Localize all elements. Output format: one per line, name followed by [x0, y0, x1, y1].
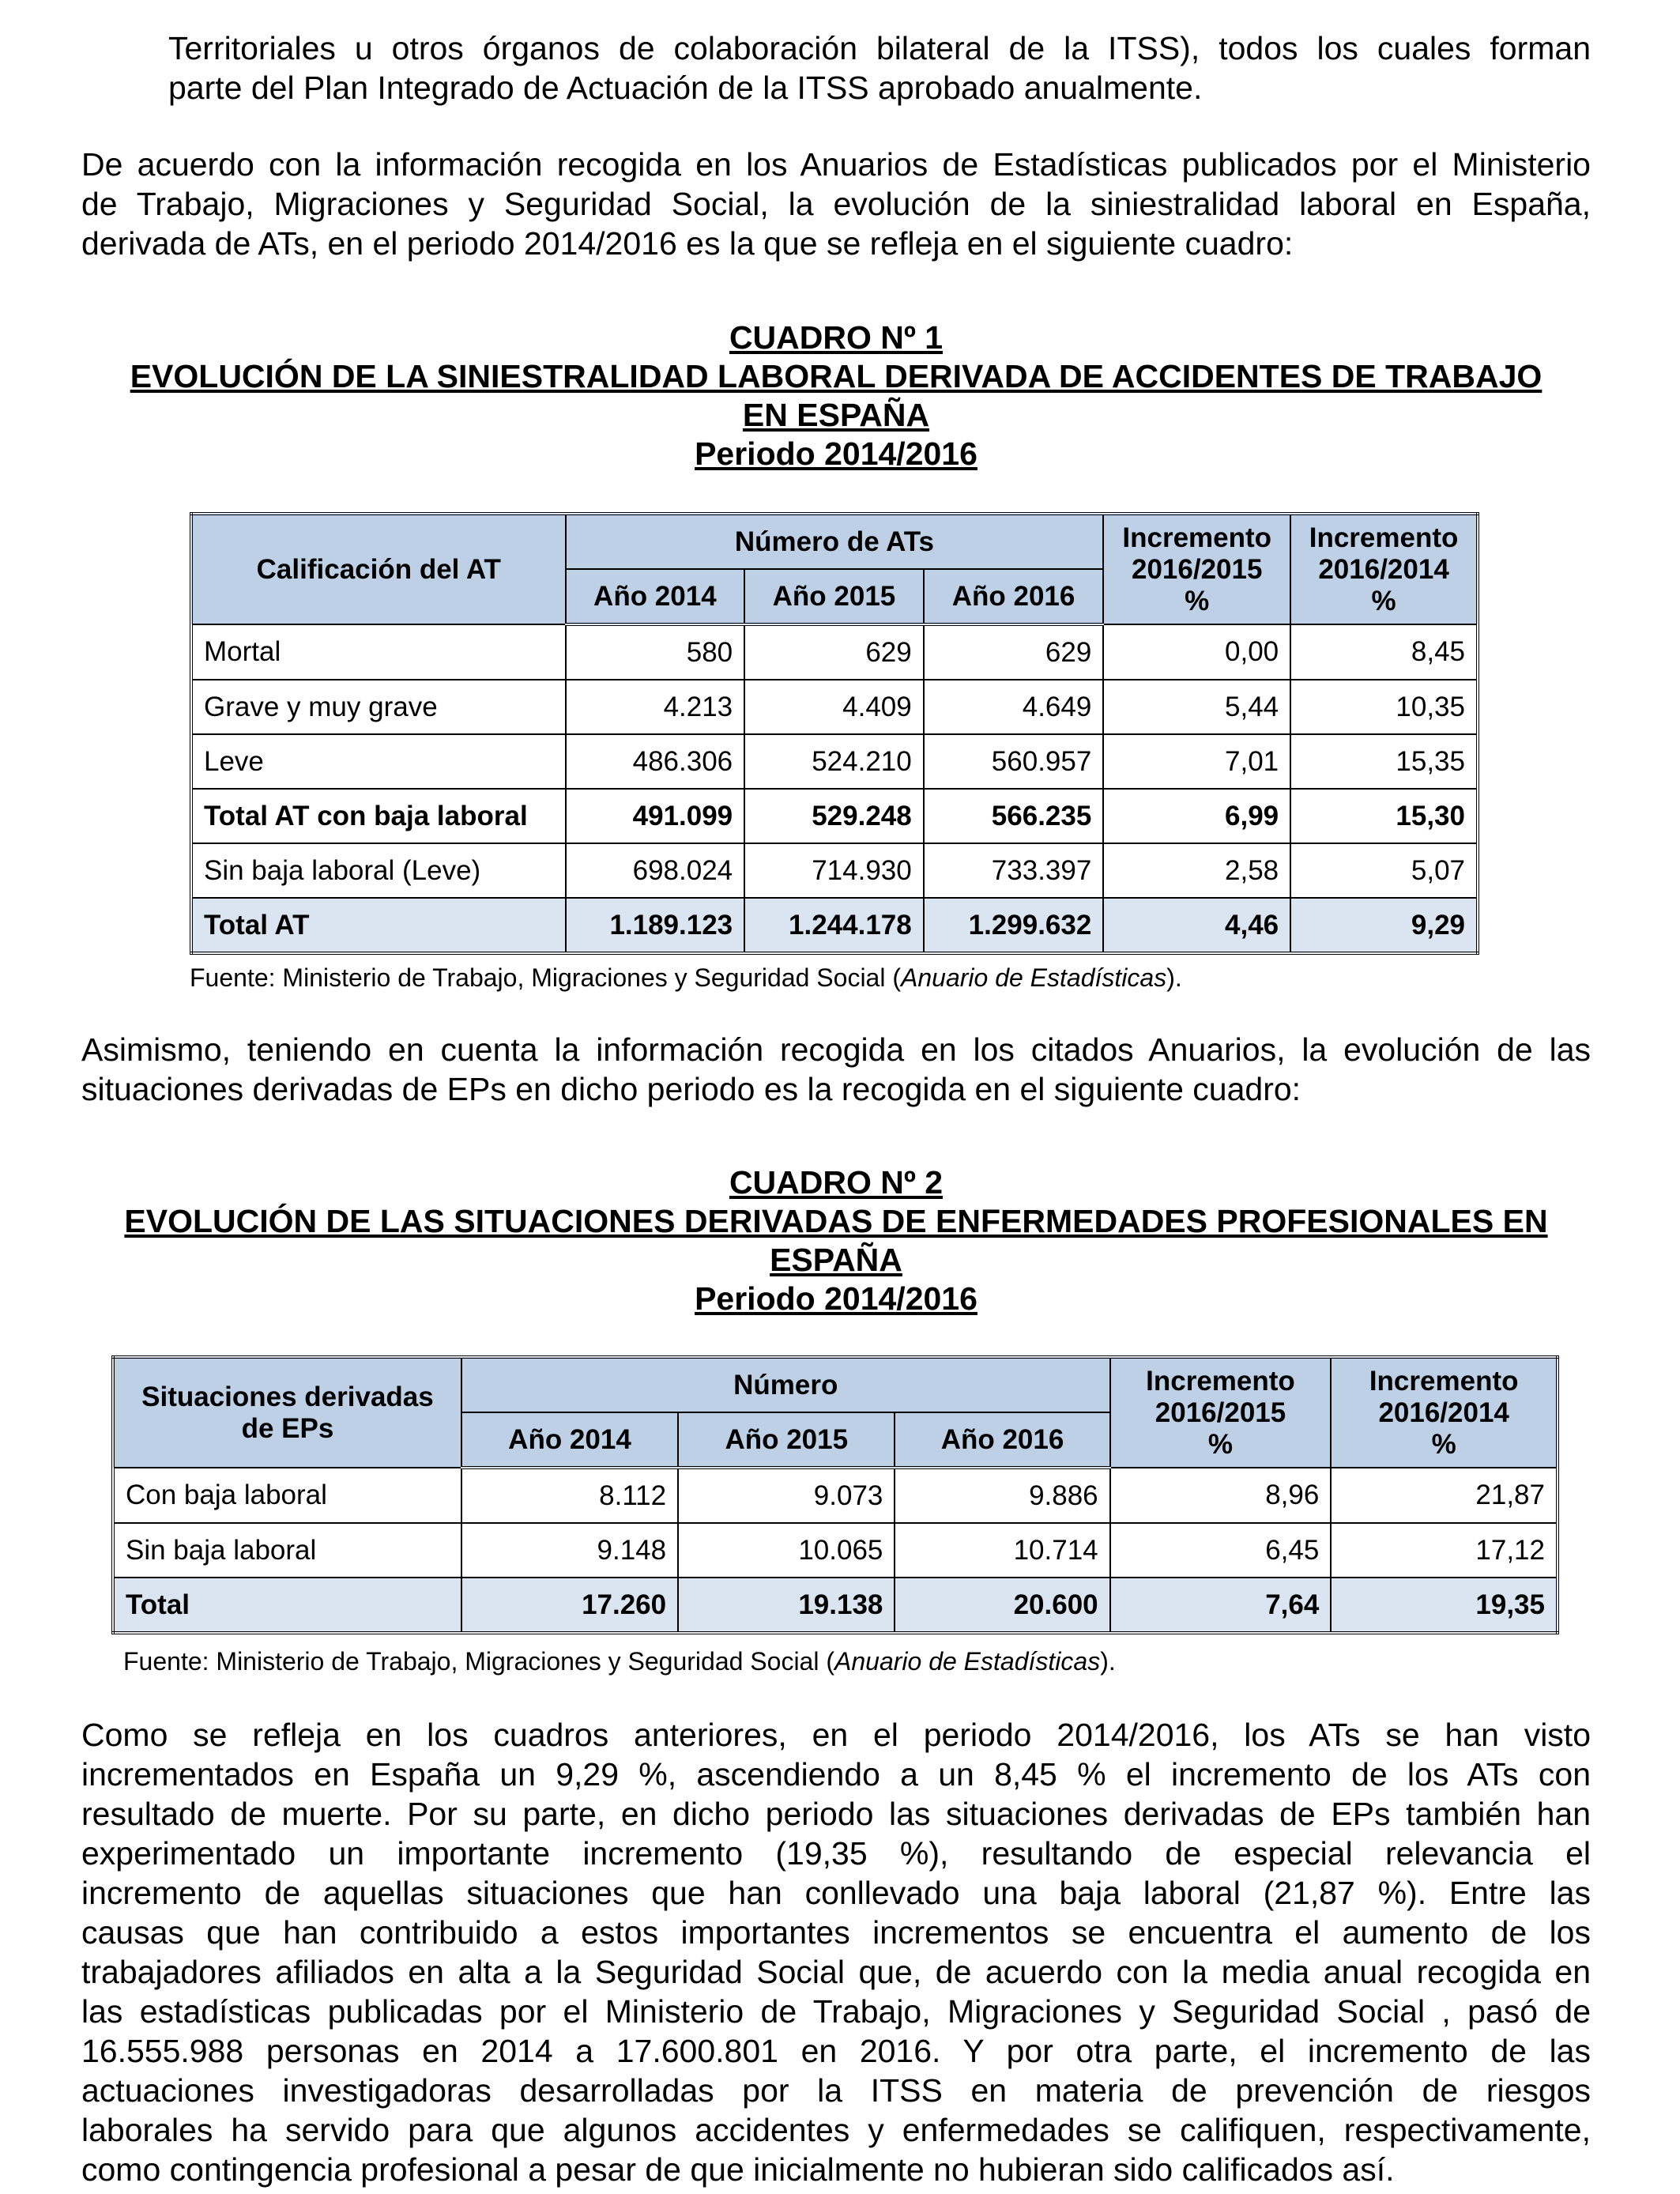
paragraph-2 — [81, 1030, 1591, 1109]
paragraph-1 — [81, 145, 1591, 263]
text-line: experimentado un importante incremento (19,35 %), resultando de especial relevancia el — [81, 1835, 1591, 1872]
text-line: causas que han contribuido a estos importantes incrementos se encuentra el aumento de los — [81, 1914, 1591, 1951]
table-cell: 629 — [744, 624, 924, 680]
title-line: EN ESPAÑA — [742, 397, 930, 433]
header-line: % — [1207, 1428, 1234, 1460]
table-cell: 7,01 — [1103, 734, 1290, 789]
text-line: incremento de aquellas situaciones que han conllevado una baja laboral (21,87 %). Entre las — [81, 1875, 1591, 1911]
source-text: ). — [1166, 963, 1182, 992]
table-cell: 17,12 — [1331, 1523, 1558, 1578]
table-cell: 8,96 — [1110, 1468, 1332, 1523]
column-group-header: Número — [461, 1357, 1110, 1412]
row-label: Sin baja laboral — [113, 1523, 461, 1578]
table-cell: 9,29 — [1290, 898, 1478, 953]
title-line: ESPAÑA — [770, 1242, 902, 1278]
cuadro-2-title — [81, 1163, 1591, 1318]
table-cell: 9.073 — [678, 1468, 895, 1523]
table-cell: 1.244.178 — [744, 898, 924, 953]
table-row — [191, 680, 1478, 734]
header-line: 2016/2014 — [1318, 553, 1449, 585]
intro-paragraph — [168, 28, 1591, 107]
table-cell: 4,46 — [1103, 898, 1290, 953]
text-line: de Trabajo, Migraciones y Seguridad Social, la evolución de la siniestralidad laboral en España, — [81, 186, 1591, 222]
column-header — [1110, 1357, 1332, 1468]
table-cell: 10,35 — [1290, 680, 1478, 734]
table-row-total — [113, 1578, 1558, 1633]
table-cell: 4.213 — [566, 680, 745, 734]
table-cell: 698.024 — [566, 843, 745, 898]
title-line: CUADRO Nº 2 — [729, 1164, 944, 1201]
table-cell: 15,35 — [1290, 734, 1478, 789]
text-line: Como se refleja en los cuadros anteriores, en el periodo 2014/2016, los ATs se han visto — [81, 1717, 1591, 1753]
title-line: EVOLUCIÓN DE LA SINIESTRALIDAD LABORAL DERIVADA DE ACCIDENTES DE TRABAJO — [130, 358, 1543, 394]
column-header — [113, 1357, 461, 1468]
header-line: de EPs — [241, 1412, 334, 1444]
header-line: Incremento — [1122, 522, 1272, 553]
table-cell: 486.306 — [566, 734, 745, 789]
table-cell: 10.714 — [895, 1523, 1109, 1578]
table-cell: 6,45 — [1110, 1523, 1332, 1578]
source-title: Anuario de Estadísticas — [901, 963, 1167, 992]
row-label: Leve — [191, 734, 566, 789]
table-cell: 529.248 — [744, 789, 924, 843]
table-cell: 15,30 — [1290, 789, 1478, 843]
text-line: laborales ha servido para que algunos accidentes y enfermedades se califiquen, respectivamente, — [81, 2112, 1591, 2148]
table-row-total — [191, 898, 1478, 953]
column-header: Año 2016 — [924, 569, 1104, 624]
column-header: Año 2016 — [895, 1412, 1109, 1468]
text-line: situaciones derivadas de EPs en dicho periodo es la recogida en el siguiente cuadro: — [81, 1071, 1301, 1107]
text-line: actuaciones investigadoras desarrolladas por la ITSS en materia de prevención de riesgos — [81, 2072, 1591, 2109]
column-header: Año 2015 — [678, 1412, 895, 1468]
table-cell: 8.112 — [461, 1468, 678, 1523]
table-cell: 9.148 — [461, 1523, 678, 1578]
header-line: Incremento — [1309, 522, 1459, 553]
row-label: Total AT con baja laboral — [191, 789, 566, 843]
text-line: Territoriales u otros órganos de colaboración bilateral de la ITSS), todos los cuales forman — [168, 30, 1591, 66]
text-line: como contingencia profesional a pesar de que inicialmente no hubieran sido calificados así. — [81, 2151, 1395, 2188]
table-cell: 0,00 — [1103, 624, 1290, 680]
text-line: 16.555.988 personas en 2014 a 17.600.801 en 2016. Y por otra parte, el incremento de las — [81, 2033, 1591, 2069]
column-header: Calificación del AT — [191, 514, 566, 624]
header-line: Incremento — [1146, 1365, 1295, 1397]
text-line: incrementados en España un 9,29 %, ascendiendo a un 8,45 % el incremento de los ATs con — [81, 1756, 1591, 1793]
text-line: Asimismo, teniendo en cuenta la información recogida en los citados Anuarios, la evolución de las — [81, 1031, 1591, 1068]
table-cell: 8,45 — [1290, 624, 1478, 680]
table-cell: 629 — [924, 624, 1104, 680]
row-label: Total AT — [191, 898, 566, 953]
table-cell: 1.299.632 — [924, 898, 1104, 953]
text-line: parte del Plan Integrado de Actuación de la ITSS aprobado anualmente. — [168, 70, 1203, 106]
cuadro-2-source — [123, 1646, 1116, 1677]
header-line: 2016/2015 — [1155, 1397, 1286, 1428]
title-line: CUADRO Nº 1 — [729, 319, 944, 356]
table-cell: 10.065 — [678, 1523, 895, 1578]
table-row — [191, 624, 1478, 680]
header-line: Situaciones derivadas — [141, 1381, 434, 1412]
text-line: las estadísticas publicadas por el Ministerio de Trabajo, Migraciones y Seguridad Social , pasó de — [81, 1993, 1591, 2030]
table-cell: 714.930 — [744, 843, 924, 898]
table-cell: 2,58 — [1103, 843, 1290, 898]
table-cell: 4.409 — [744, 680, 924, 734]
table-row — [191, 843, 1478, 898]
table-row — [113, 1523, 1558, 1578]
cuadro-2-table — [111, 1355, 1559, 1634]
title-line: EVOLUCIÓN DE LAS SITUACIONES DERIVADAS DE ENFERMEDADES PROFESIONALES EN — [124, 1203, 1548, 1239]
paragraph-3 — [81, 1715, 1591, 2189]
cuadro-1-title — [81, 319, 1591, 473]
column-header — [1103, 514, 1290, 624]
header-row — [191, 514, 1478, 569]
cuadro-1-table — [190, 512, 1479, 955]
table-cell: 6,99 — [1103, 789, 1290, 843]
text-line: trabajadores afiliados en alta a la Seguridad Social que, de acuerdo con la media anual recogida en — [81, 1954, 1591, 1990]
table-cell: 566.235 — [924, 789, 1104, 843]
header-line: 2016/2015 — [1132, 553, 1263, 585]
table-cell: 560.957 — [924, 734, 1104, 789]
header-line: % — [1185, 585, 1210, 616]
table-cell: 733.397 — [924, 843, 1104, 898]
text-line: De acuerdo con la información recogida en los Anuarios de Estadísticas publicados por el Ministerio — [81, 146, 1591, 183]
table-cell: 9.886 — [895, 1468, 1109, 1523]
table-cell: 21,87 — [1331, 1468, 1558, 1523]
column-header: Año 2014 — [461, 1412, 678, 1468]
source-title: Anuario de Estadísticas — [834, 1647, 1101, 1676]
table-row — [191, 734, 1478, 789]
table-cell: 4.649 — [924, 680, 1104, 734]
table-cell: 524.210 — [744, 734, 924, 789]
source-text: Fuente: Ministerio de Trabajo, Migraciones y Seguridad Social ( — [190, 963, 901, 992]
column-header — [1290, 514, 1478, 624]
table-cell: 5,44 — [1103, 680, 1290, 734]
table-cell: 19,35 — [1331, 1578, 1558, 1633]
title-line: Periodo 2014/2016 — [695, 1280, 977, 1317]
row-label: Total — [113, 1578, 461, 1633]
header-line: Incremento — [1369, 1365, 1519, 1397]
table-cell: 17.260 — [461, 1578, 678, 1633]
header-line: % — [1371, 585, 1396, 616]
cuadro-1-source — [190, 962, 1182, 993]
table-cell: 7,64 — [1110, 1578, 1332, 1633]
column-header: Año 2015 — [744, 569, 924, 624]
source-text: Fuente: Ministerio de Trabajo, Migraciones y Seguridad Social ( — [123, 1647, 834, 1676]
header-line: 2016/2014 — [1378, 1397, 1509, 1428]
column-header — [1331, 1357, 1558, 1468]
source-text: ). — [1100, 1647, 1116, 1676]
text-line: resultado de muerte. Por su parte, en dicho periodo las situaciones derivadas de EPs también han — [81, 1796, 1591, 1832]
row-label: Grave y muy grave — [191, 680, 566, 734]
table-cell: 20.600 — [895, 1578, 1109, 1633]
table-cell: 491.099 — [566, 789, 745, 843]
table-cell: 19.138 — [678, 1578, 895, 1633]
table-cell: 580 — [566, 624, 745, 680]
header-line: % — [1431, 1428, 1456, 1460]
row-label: Sin baja laboral (Leve) — [191, 843, 566, 898]
header-row — [113, 1357, 1558, 1412]
table-cell: 1.189.123 — [566, 898, 745, 953]
text-line: derivada de ATs, en el periodo 2014/2016 es la que se refleja en el siguiente cuadro: — [81, 225, 1294, 262]
table-row-subtotal — [191, 789, 1478, 843]
column-header: Año 2014 — [566, 569, 745, 624]
table-row — [113, 1468, 1558, 1523]
title-line: Periodo 2014/2016 — [695, 435, 977, 472]
row-label: Mortal — [191, 624, 566, 680]
row-label: Con baja laboral — [113, 1468, 461, 1523]
column-group-header: Número de ATs — [566, 514, 1104, 569]
table-cell: 5,07 — [1290, 843, 1478, 898]
